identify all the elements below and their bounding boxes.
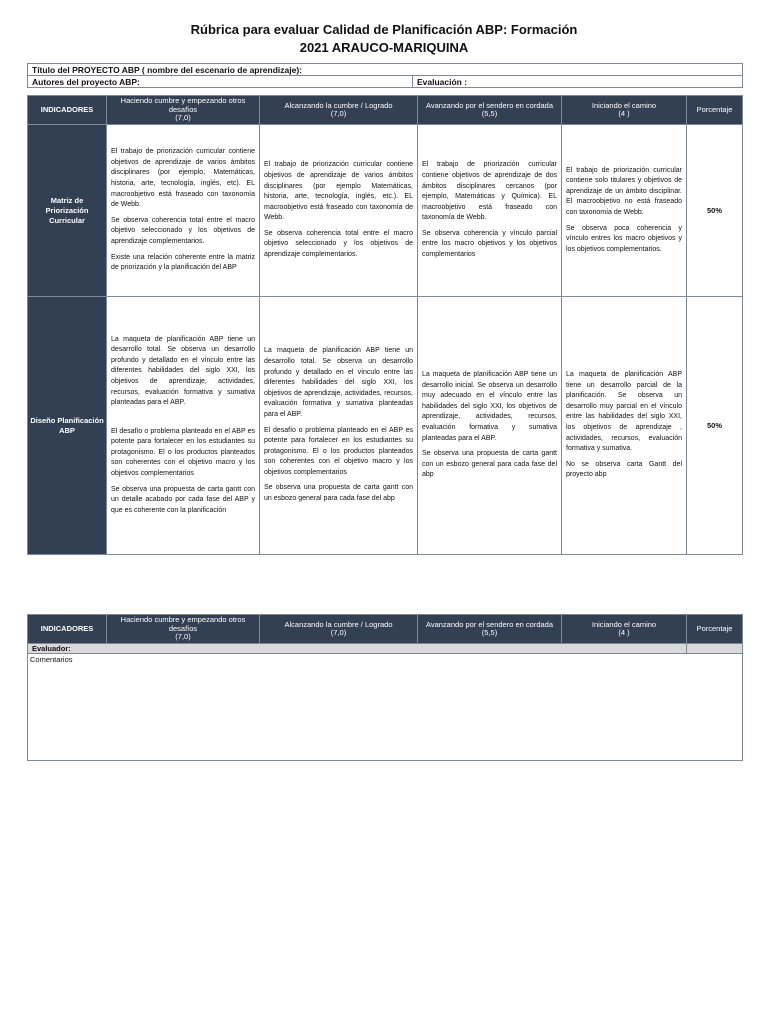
- level-header-3: [418, 615, 562, 644]
- level-name: Avanzando por el sendero en cordada: [425, 100, 554, 110]
- level-score: (5,5): [481, 109, 498, 118]
- level-score: (4 ): [618, 109, 630, 118]
- project-title-label: Título del PROYECTO ABP ( nombre del escenario de aprendizaje):: [28, 64, 743, 76]
- project-authors-label: Autores del proyecto ABP:: [28, 76, 413, 88]
- level-name: Haciendo cumbre y empezando otros desafíos: [120, 615, 246, 633]
- cell-paragraph: La maqueta de planificación ABP tiene un desarrollo total. Se observa un desarrollo profundo y detallado en el vínculo entre las diferentes habilidades del siglo XXI, los objetivos de aprendizaje, actividades, recursos, evaluación formativa y sumativa planteadas para el ABP.: [264, 347, 413, 418]
- evaluator-label: Evaluador:: [28, 644, 687, 654]
- evaluator-row: [28, 644, 743, 654]
- level-score: (4 ): [618, 628, 630, 637]
- level-header-4: [562, 96, 687, 125]
- comments-row: [28, 654, 743, 761]
- cell-paragraph: Se observa coherencia total entre el macro objetivo seleccionado y los objetivos de aprendizaje complementarios.: [111, 216, 255, 245]
- project-info-table: [27, 63, 743, 88]
- cell-paragraph: El desafío o problema planteado en el ABP es potente para fortalecer en los estudiantes su protagonismo. El o los productos planteados son coherentes con el objetivo macro y los objetivos complementarios: [111, 427, 255, 478]
- cell-paragraph: Se observa una propuesta de carta gantt con un esbozo general para cada fase del abp: [264, 484, 413, 503]
- rubric-cell: [562, 297, 687, 555]
- level-name: Avanzando por el sendero en cordada: [425, 619, 554, 629]
- comments-area[interactable]: Comentarios: [28, 654, 743, 761]
- evaluation-label: Evaluación :: [413, 76, 743, 88]
- cell-paragraph: Existe una relación coherente entre la matriz de priorización y la planificación del ABP: [111, 253, 255, 272]
- rubric-row-matriz: [28, 125, 743, 297]
- cell-paragraph: El trabajo de priorización curricular contiene solo titulares y objetivos de aprendizaje de un ámbito disciplinar. El macroobjetivo no está fraseado con taxonomía de Webb.: [566, 166, 682, 216]
- level-header-1: [107, 96, 260, 125]
- cell-paragraph: El trabajo de priorización curricular contiene objetivos de aprendizaje de dos ámbitos disciplinares cercanos (por ejemplo, Matemáticas y Química). EL macroobjetivo está fraseado con taxonomía de Webb.: [422, 161, 557, 222]
- rubric-cell: [260, 125, 418, 297]
- indicadores-header: INDICADORES: [28, 615, 107, 644]
- porcentaje-header: Porcentaje: [687, 615, 743, 644]
- rubric-cell: [418, 125, 562, 297]
- level-name: Alcanzando la cumbre / Logrado: [284, 619, 393, 629]
- level-score: (7,0): [330, 109, 347, 118]
- level-score: (7,0): [330, 628, 347, 637]
- indicadores-header: INDICADORES: [28, 96, 107, 125]
- level-header-3: [418, 96, 562, 125]
- rubric-header-row: [28, 96, 743, 125]
- level-name: Iniciando el camino: [591, 100, 657, 110]
- percent-cell: 50%: [687, 297, 743, 555]
- indicator-diseno: Diseño Planificación ABP: [28, 297, 107, 555]
- rubric-cell: [418, 297, 562, 555]
- rubric-cell: [107, 125, 260, 297]
- rubric-cell: [107, 297, 260, 555]
- cell-paragraph: La maqueta de planificación ABP tiene un desarrollo total. Se observa un desarrollo profundo y detallado en el vínculo entre las diferentes habilidades del siglo XXI, los objetivos de aprendizaje, actividades, recursos, evaluación formativa y sumativa planteadas para el ABP.: [111, 335, 255, 407]
- evaluator-blank: [687, 644, 743, 654]
- cell-paragraph: Se observa poca coherencia y vínculo entres los macro objetivos y los objetivos complementarios.: [566, 224, 682, 253]
- indicator-matriz: Matriz de Priorización Curricular: [28, 125, 107, 297]
- cell-paragraph: Se observa coherencia y vínculo parcial entre los macro objetivos y los objetivos complementarios: [422, 229, 557, 259]
- cell-paragraph: La maqueta de planificación ABP tiene un desarrollo parcial de la planificación. Se observa un desarrollo muy parcial en el vínculo entre las habilidades del siglo XXI, los objetivos de aprendizaje , actividades, recursos, evaluación formativa y sumativa.: [566, 371, 682, 453]
- level-header-4: [562, 615, 687, 644]
- rubric-cell: [260, 297, 418, 555]
- cell-paragraph: Se observa una propuesta de carta gantt con un esbozo general para cada fase del abp: [422, 450, 557, 479]
- cell-paragraph: No se observa carta Gantt del proyecto abp: [566, 460, 682, 479]
- evaluator-table: [27, 614, 743, 761]
- level-score: (7,0): [175, 113, 191, 123]
- level-name: Iniciando el camino: [591, 619, 657, 629]
- evaluator-header-row: [28, 615, 743, 644]
- level-header-2: [260, 615, 418, 644]
- level-name: Haciendo cumbre y empezando otros desafíos: [120, 96, 246, 114]
- cell-paragraph: El trabajo de priorización curricular contiene objetivos de aprendizaje de varios ámbitos disciplinares (por ejemplo Matemáticas, historia, arte, tecnología, inglés, etc.). EL macroobjetivo está fraseado con taxonomía de Webb.: [264, 161, 413, 222]
- cell-paragraph: Se observa coherencia total entre el macro objetivo seleccionado y los objetivos de aprendizaje complementarios.: [264, 229, 413, 259]
- level-header-1: [107, 615, 260, 644]
- level-score: (7,0): [175, 632, 191, 642]
- rubric-cell: [562, 125, 687, 297]
- cell-paragraph: El desafío o problema planteado en el ABP es potente para fortalecer en los estudiantes su protagonismo. El o los productos planteados son coherentes con el objetivo macro y los objetivos complementarios: [264, 426, 413, 476]
- cell-paragraph: Se observa una propuesta de carta gantt con un detalle acabado por cada fase del ABP y que es coherente con la planificación: [111, 485, 255, 514]
- percent-cell: 50%: [687, 125, 743, 297]
- cell-paragraph: El trabajo de priorización curricular contiene objetivos de aprendizaje de varios ámbitos disciplinares (por ejemplo, Matemáticas, historia, arte, tecnología, inglés, etc). EL macroobjetivo está fraseado con taxonomía de Webb.: [111, 148, 255, 209]
- rubric-row-diseno: [28, 297, 743, 555]
- porcentaje-header: Porcentaje: [687, 96, 743, 125]
- document-title-line1: Rúbrica para evaluar Calidad de Planificación ABP: Formación: [190, 22, 578, 37]
- document-title-line2: 2021 ARAUCO-MARIQUINA: [299, 40, 469, 55]
- level-name: Alcanzando la cumbre / Logrado: [284, 100, 393, 110]
- cell-paragraph: La maqueta de planificación ABP tiene un desarrollo inicial. Se observa un desarrollo muy adecuado en el vínculo entre las habilidades del siglo XXI, los objetivos de aprendizaje, actividades, recursos, evaluación formativa y sumativa planteadas para el ABP.: [422, 371, 557, 442]
- level-score: (5,5): [481, 628, 498, 637]
- rubric-table: [27, 95, 743, 555]
- level-header-2: [260, 96, 418, 125]
